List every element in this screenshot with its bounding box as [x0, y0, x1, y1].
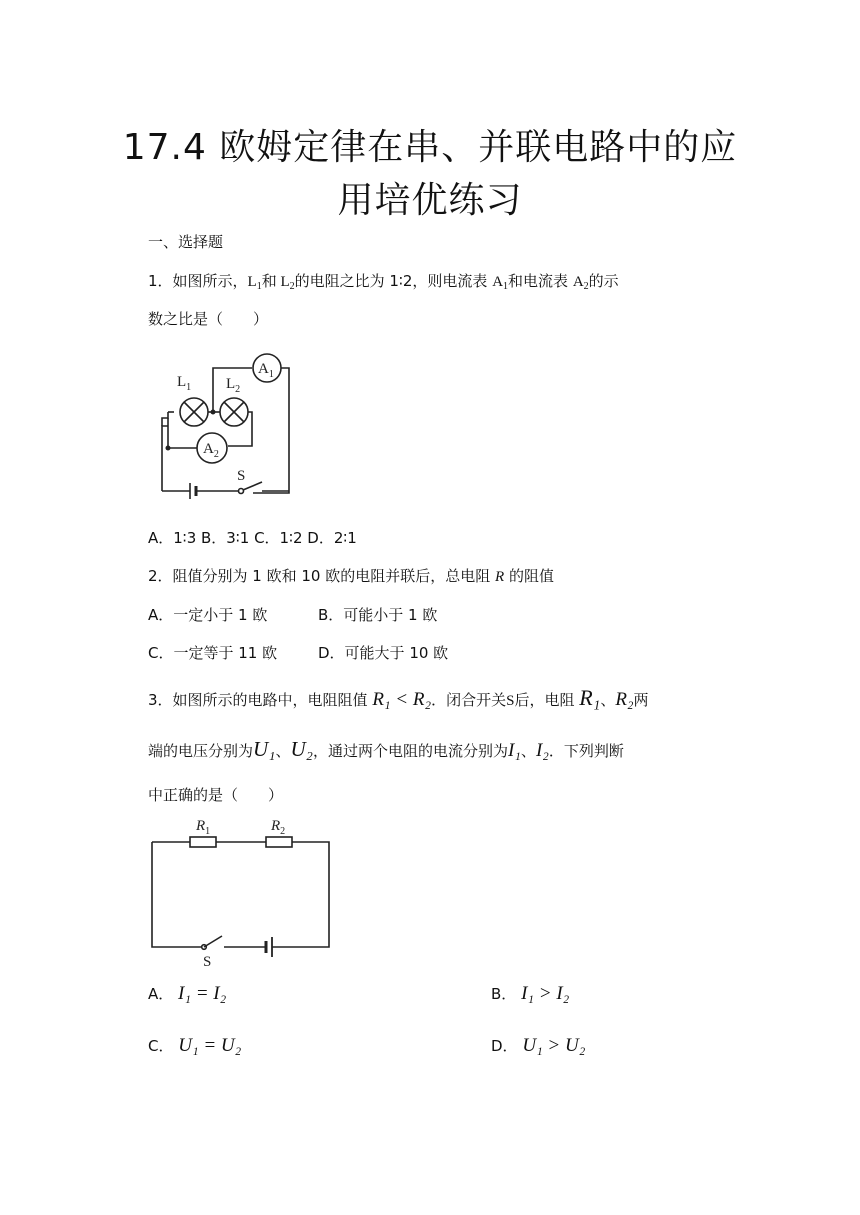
- q1-circuit-diagram: [150, 346, 300, 506]
- q1-stem-line1: 1．如图所示，$L_1$和 $L_2$的电阻之比为 1∶2，则电流表 $A_1$和电流表 $A_2$的示: [148, 272, 619, 292]
- q1-options: A．1∶3 B．3∶1 C．1∶2 D．2∶1: [148, 529, 357, 547]
- q3-circuit-diagram: [148, 810, 333, 970]
- label-L2: $L_2$: [226, 376, 241, 395]
- q2-stem: 2．阻值分别为 1 欧和 10 欧的电阻并联后，总电阻 R 的阻值: [148, 567, 554, 585]
- q2-option-a: A．一定小于 1 欧: [148, 606, 268, 624]
- label-A2: $A_2$: [203, 441, 219, 460]
- label-R1: $R_1$: [196, 818, 211, 837]
- q3-option-c: C． U₁ = U₂: [148, 1035, 242, 1056]
- q3-stem-line2: 端的电压分别为U₁、U₂，通过两个电阻的电流分别为I₁、I₂．下列判断: [148, 737, 624, 761]
- q2-option-d: D．可能大于 10 欧: [318, 644, 449, 662]
- q2-option-c: C．一定等于 11 欧: [148, 644, 278, 662]
- q3-option-b: B． I₁ > I₂: [491, 983, 570, 1004]
- doc-title-line1: 17.4 欧姆定律在串、并联电路中的应: [122, 127, 738, 168]
- label-R2: $R_2$: [271, 818, 286, 837]
- section-heading: 一、选择题: [148, 233, 224, 251]
- label-L1: $L_1$: [177, 374, 192, 393]
- q1-stem-line2: 数之比是（ ）: [148, 310, 269, 328]
- label-S: S: [203, 954, 212, 970]
- q3-option-a: A． I₁ = I₂: [148, 983, 227, 1004]
- label-S: S: [237, 468, 246, 484]
- label-A1: $A_1$: [258, 361, 274, 380]
- q2-option-b: B．可能小于 1 欧: [318, 606, 438, 624]
- doc-title-line2: 用培优练习: [337, 180, 523, 221]
- q3-stem-line3: 中正确的是（ ）: [148, 786, 284, 804]
- q3-stem-line1: 3．如图所示的电路中，电阻阻值 R₁ < R₂．闭合开关S后，电阻 R₁、R₂两: [148, 685, 649, 710]
- q3-option-d: D． U₁ > U₂: [491, 1035, 586, 1056]
